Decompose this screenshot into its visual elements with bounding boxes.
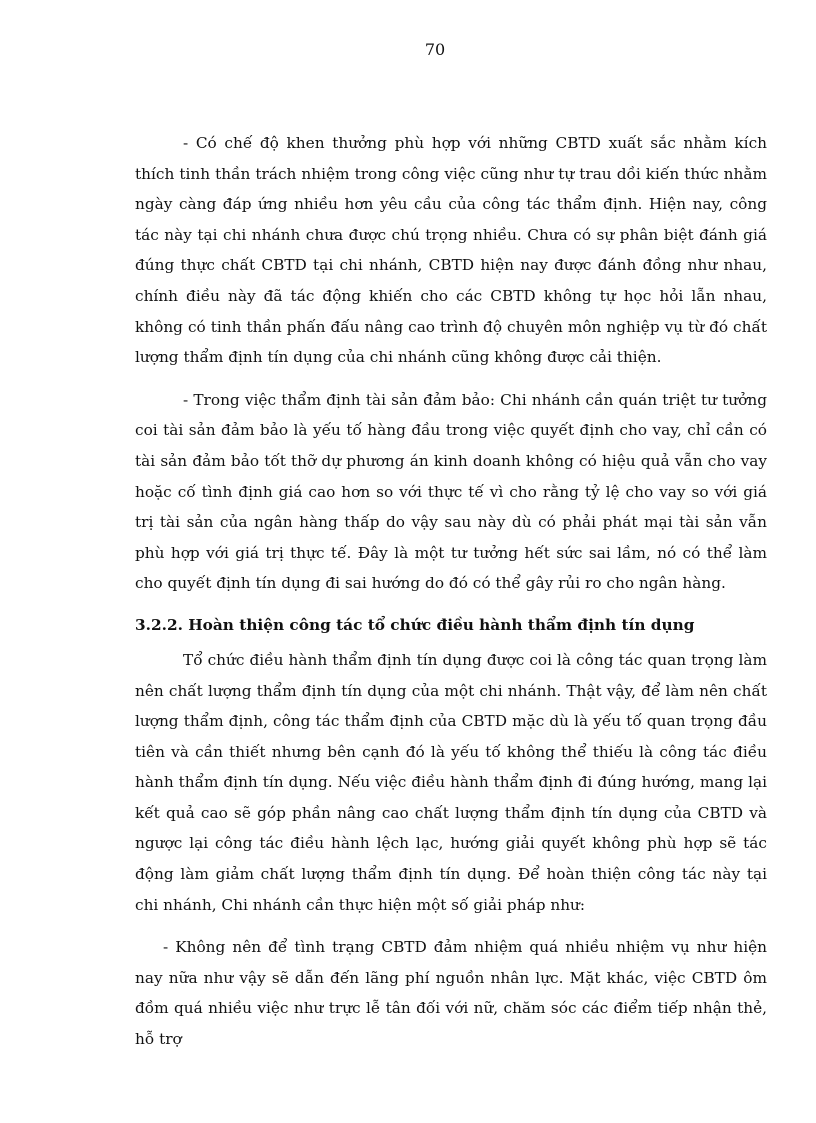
page-number: 70	[424, 40, 446, 59]
paragraph-appraisal-management: Tổ chức điều hành thẩm định tín dụng được coi là công tác quan trọng làm nên chất lượng thẩm định tín dụng của một chi nhánh. Thật vậy, để làm nên chất lượng thẩm định, công tác thẩm định của CBTD mặc dù là yếu tố quan trọng đầu tiên và cần thiết nhưng bên cạnh đó là yếu tố không thể thiếu là công tác điều hành thẩm định tín dụng. Nếu việc điều hành thẩm định đi đúng hướng, mang lại kết quả cao sẽ góp phần nâng cao chất lượng thẩm định tín dụng của CBTD và ngược lại công tác điều hành lệch lạc, hướng giải quyết không phù hợp sẽ tác động làm giảm chất lượng thẩm định tín dụng. Để hoàn thiện công tác này tại chi nhánh, Chi nhánh cần thực hiện một số giải pháp như:	[135, 650, 767, 914]
paragraph-collateral-appraisal: - Trong việc thẩm định tài sản đảm bảo: Chi nhánh cần quán triệt tư tưởng coi tài sản đảm bảo là yếu tố hàng đầu trong việc quyết định cho vay, chỉ cần có tài sản đảm bảo tốt thỡ dự phương án kinh doanh không có hiệu quả vẫn cho vay hoặc cố tình định giá cao hơn so với thực tế vì cho rằng tỷ lệ cho vay so với giá trị tài sản của ngân hàng thấp do vậy sau này dù có phải phát mại tài sản vẫn phù hợp với giá trị thực tế. Đây là một tư tưởng hết sức sai lầm, nó có thể làm cho quyết định tín dụng đi sai hướng do đó có thể gây rủi ro cho ngân hàng.	[135, 390, 767, 593]
paragraph-reward-policy: - Có chế độ khen thưởng phù hợp với những CBTD xuất sắc nhằm kích thích tinh thần trách nhiệm trong công việc cũng như tự trau dồi kiến thức nhằm ngày càng đáp ứng nhiều hơn yêu cầu của công tác thẩm định. Hiện nay, công tác này tại chi nhánh chưa được chú trọng nhiều. Chưa có sự phân biệt đánh giá đúng thực chất CBTD tại chi nhánh, CBTD hiện nay được đánh đồng như nhau, chính điều này đã tác động khiến cho các CBTD không tự học hỏi lẫn nhau, không có tinh thần phấn đấu nâng cao trình độ chuyên môn nghiệp vụ từ đó chất lượng thẩm định tín dụng của chi nhánh cũng không được cải thiện.	[135, 134, 767, 367]
paragraph-staff-duties: - Không nên để tình trạng CBTD đảm nhiệm quá nhiều nhiệm vụ như hiện nay nữa như vậy sẽ dẫn đến lãng phí nguồn nhân lực. Mặt khác, việc CBTD ôm đồm quá nhiều việc như trực lễ tân đối với nữ, chăm sóc các điểm tiếp nhận thẻ, hỗ trợ	[135, 938, 767, 1049]
section-heading: 3.2.2. Hoàn thiện công tác tổ chức điều hành thẩm định tín dụng	[135, 615, 695, 634]
page-content	[135, 128, 767, 1055]
